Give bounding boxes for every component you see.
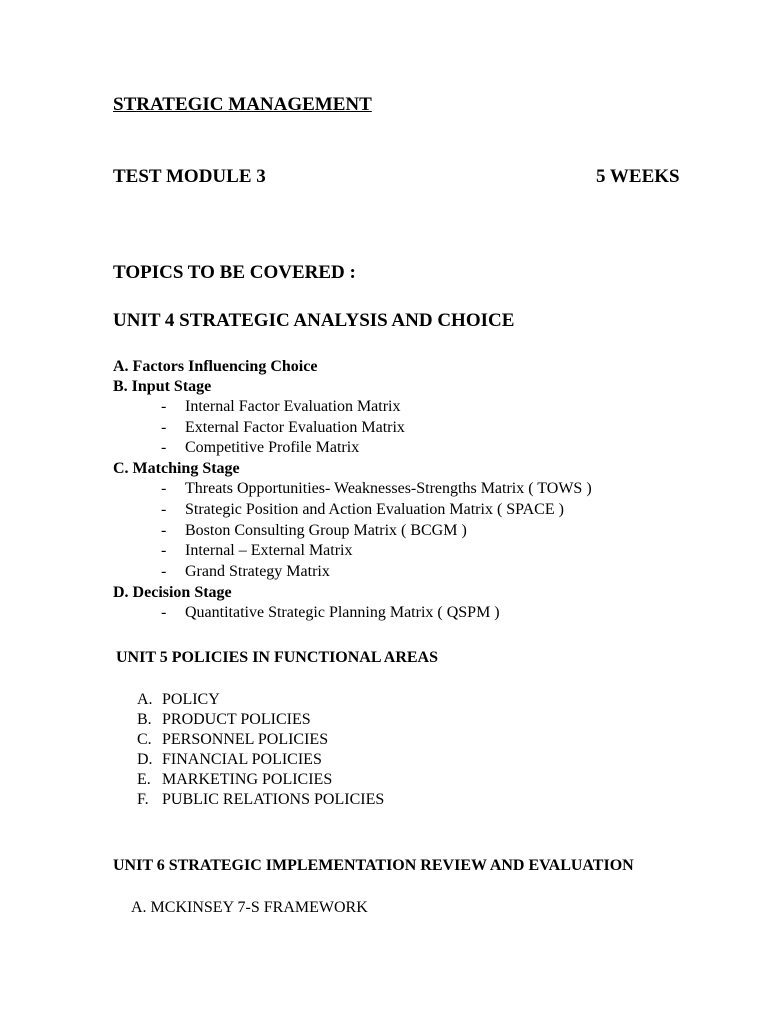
duration-label: 5 WEEKS — [596, 166, 680, 187]
list-item: C. PERSONNEL POLICIES — [137, 731, 329, 748]
list-item: - Competitive Profile Matrix — [161, 439, 360, 457]
unit6-heading: UNIT 6 STRATEGIC IMPLEMENTATION REVIEW AND EVALUATION — [113, 857, 634, 874]
unit6-item-a: A. MCKINSEY 7-S FRAMEWORK — [131, 899, 368, 916]
list-item: - Internal – External Matrix — [161, 542, 353, 560]
unit4-heading: UNIT 4 STRATEGIC ANALYSIS AND CHOICE — [113, 310, 515, 331]
module-label: TEST MODULE 3 — [113, 166, 266, 187]
list-item: - Quantitative Strategic Planning Matrix ( QSPM ) — [161, 603, 500, 621]
unit5-heading: UNIT 5 POLICIES IN FUNCTIONAL AREAS — [116, 649, 438, 666]
unit4-section-d: D. Decision Stage — [113, 583, 232, 601]
unit5-list — [137, 690, 384, 810]
list-item: - Threats Opportunities- Weaknesses-Strengths Matrix ( TOWS ) — [161, 480, 592, 498]
list-item: - Internal Factor Evaluation Matrix — [161, 398, 401, 415]
unit4-outline — [113, 357, 592, 623]
list-item: A. POLICY — [137, 691, 220, 708]
unit4-section-b: B. Input Stage — [113, 378, 212, 395]
list-item: F. PUBLIC RELATIONS POLICIES — [137, 791, 385, 808]
list-item: E. MARKETING POLICIES — [137, 771, 333, 788]
list-item: - Boston Consulting Group Matrix ( BCGM ) — [161, 521, 467, 539]
list-item: D. FINANCIAL POLICIES — [137, 751, 322, 768]
list-item: - Grand Strategy Matrix — [161, 562, 330, 580]
unit4-section-c: C. Matching Stage — [113, 460, 240, 478]
list-item: B. PRODUCT POLICIES — [137, 711, 311, 728]
list-item: - External Factor Evaluation Matrix — [161, 418, 405, 436]
topics-heading: TOPICS TO BE COVERED : — [113, 262, 356, 283]
list-item: - Strategic Position and Action Evaluation Matrix ( SPACE ) — [161, 500, 564, 518]
document-title: STRATEGIC MANAGEMENT — [113, 94, 372, 115]
unit4-section-a: A. Factors Influencing Choice — [113, 358, 318, 375]
